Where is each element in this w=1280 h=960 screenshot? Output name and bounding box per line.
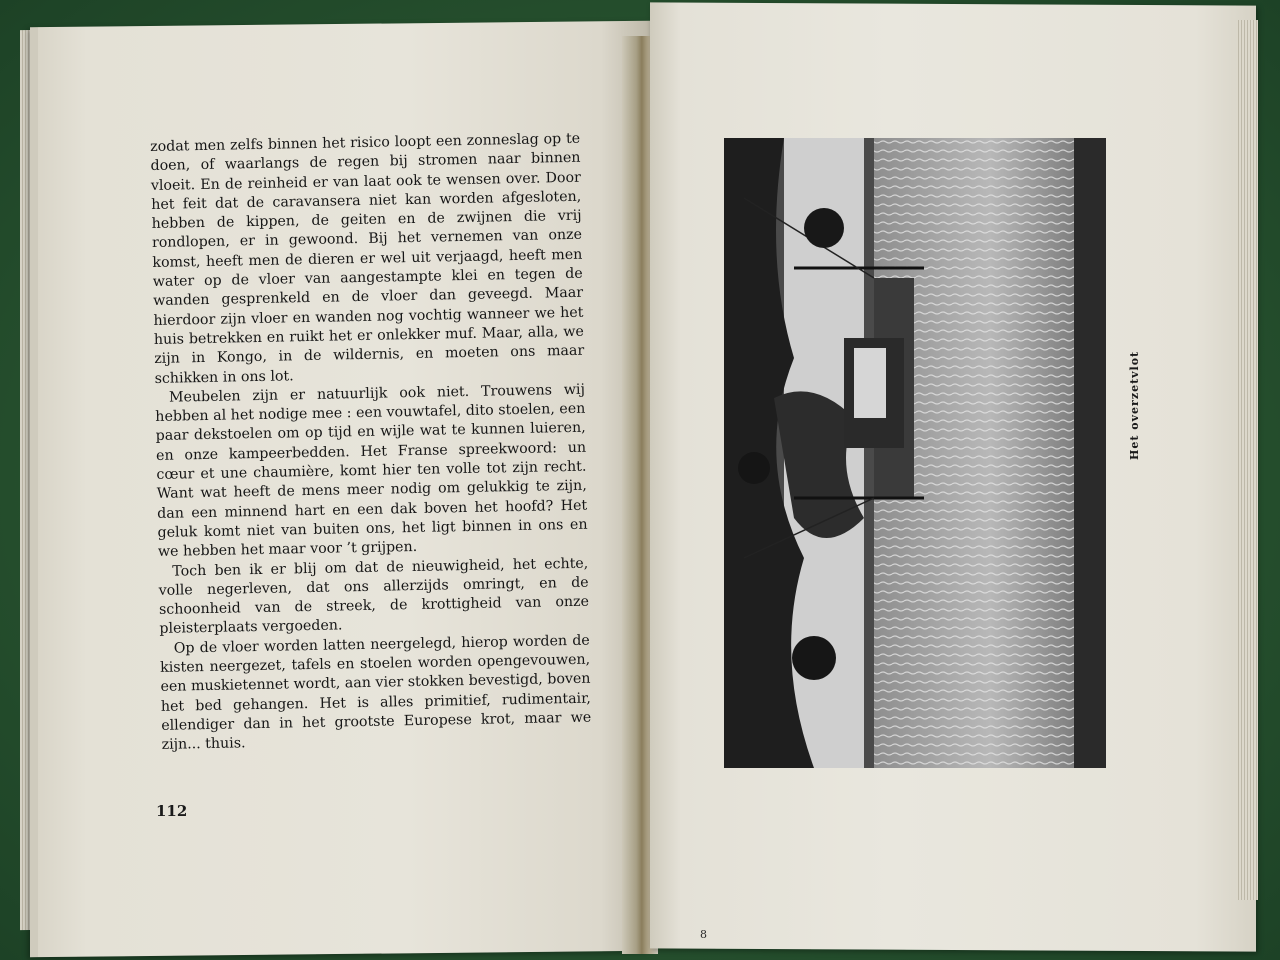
photo-caption: Het overzetvlot <box>1128 350 1141 460</box>
ferry-photograph <box>724 138 1106 768</box>
right-page-edges <box>1236 20 1258 900</box>
paragraph-4: Op de vloer worden latten neergelegd, hierop worden de kisten neergezet, tafels en stoelen worden opengevouwen, een muskietennet wordt, aan vier stokken bevestigd, boven het bed gehangen. Het is alles primitief, rudimentair, ellendiger dan in het grootste Europese krot, maar we zijn... thuis. <box>160 632 592 754</box>
paragraph-1: zodat men zelfs binnen het risico loopt een zonneslag op te doen, of waarlangs de regen bij stromen naar binnen vloeit. En de reinheid er van laat ook te wensen over. Door het feit dat de caravansera niet kan worden afgesloten, hebben de kippen, de geiten en de zwijnen die vrij rondlopen, er in gewoond. Bij het vernemen van onze komst, heeft men de dieren er wel uit verjaagd, heeft men water op de vloer van aangestampte klei en tegen de wanden gesprenkeld en de vloer dan geveegd. Maar hierdoor zijn vloer en wanden nog vochtig wanneer we het huis betrekken en ruikt het er onlekker muf. Maar, alla, we zijn in Kongo, in de wildernis, en moeten ons maar schikken in ons lot. <box>150 130 585 387</box>
page-number: 112 <box>156 802 188 820</box>
paragraph-2: Meubelen zijn er natuurlijk ook niet. Trouwens wij hebben al het nodige mee : een vouwtafel, dito stoelen, een paar dekstoelen om op tijd en wijle wat te kunnen luieren, en onze kampeerbedden. Het Franse spreekwoord: un cœur et une chaumière, komt hier ten volle tot zijn recht. Want wat heeft de mens meer nodig om gelukkig te zijn, dan een minnend hart en een dak boven het hoofd? Het geluk komt niet van buiten ons, het ligt binnen in ons en we hebben het maar voor ’t grijpen. <box>155 381 588 561</box>
left-page-text <box>150 130 592 756</box>
paragraph-3: Toch ben ik er blij om dat de nieuwigheid, het echte, volle negerleven, dat ons allerzijds omringt, en de schoonheid van de streek, de krottigheid van onze pleisterplaats vergoeden. <box>158 555 590 638</box>
plate-number: 8 <box>700 928 707 941</box>
